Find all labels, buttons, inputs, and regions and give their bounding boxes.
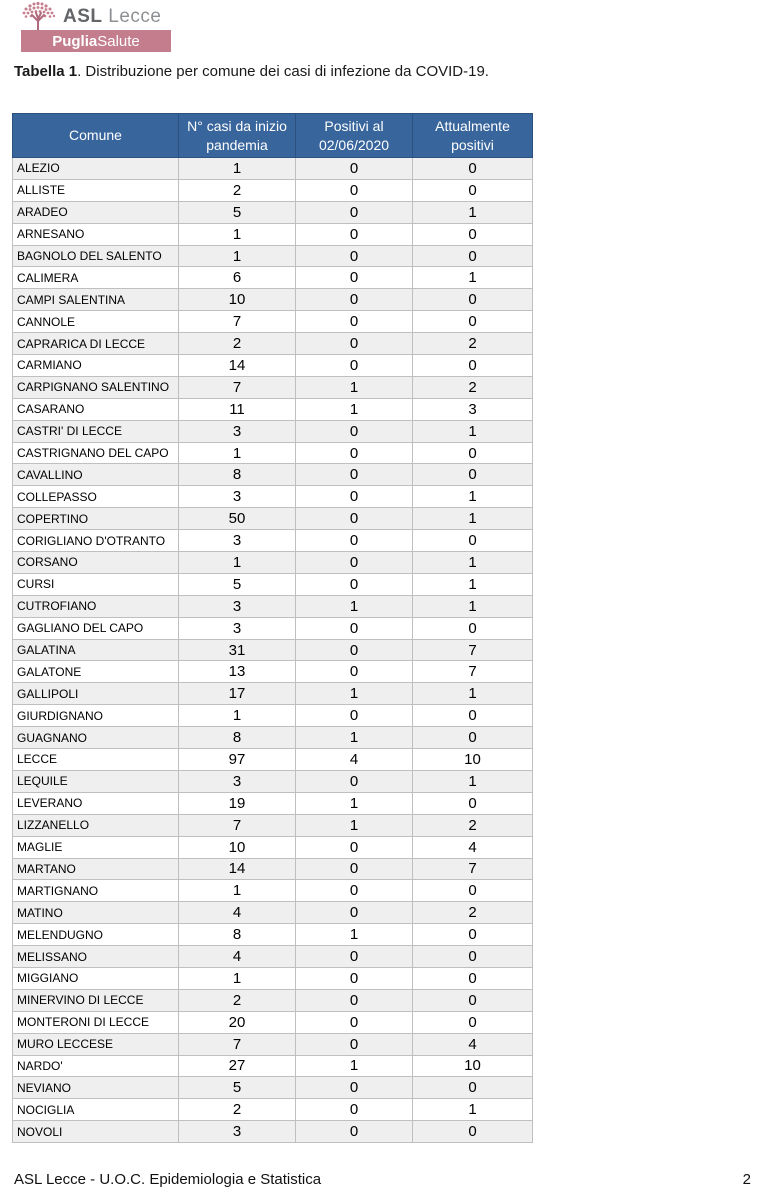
- comune-cell: CUTROFIANO: [13, 595, 179, 617]
- value-cell: 0: [296, 661, 413, 683]
- table-row: [13, 158, 533, 180]
- value-cell: 1: [413, 267, 533, 289]
- value-cell: 0: [296, 311, 413, 333]
- value-cell: 1: [413, 683, 533, 705]
- comune-cell: GAGLIANO DEL CAPO: [13, 617, 179, 639]
- header-attualmente-positivi: [413, 114, 533, 158]
- table-row: [13, 814, 533, 836]
- value-cell: 10: [179, 836, 296, 858]
- value-cell: 5: [179, 201, 296, 223]
- value-cell: 7: [179, 311, 296, 333]
- header-comune: [13, 114, 179, 158]
- table-row: [13, 223, 533, 245]
- comune-cell: MURO LECCESE: [13, 1033, 179, 1055]
- comune-cell: MIGGIANO: [13, 967, 179, 989]
- value-cell: 0: [296, 1033, 413, 1055]
- value-cell: 0: [413, 442, 533, 464]
- value-cell: 0: [296, 880, 413, 902]
- table-row: [13, 749, 533, 771]
- value-cell: 1: [413, 201, 533, 223]
- value-cell: 1: [179, 158, 296, 180]
- value-cell: 0: [296, 902, 413, 924]
- comune-cell: CARPIGNANO SALENTINO: [13, 376, 179, 398]
- value-cell: 7: [413, 661, 533, 683]
- value-cell: 0: [296, 946, 413, 968]
- value-cell: 0: [413, 989, 533, 1011]
- value-cell: 0: [296, 158, 413, 180]
- value-cell: 0: [296, 420, 413, 442]
- table-row: [13, 1011, 533, 1033]
- value-cell: 0: [296, 967, 413, 989]
- value-cell: 0: [296, 442, 413, 464]
- value-cell: 1: [296, 595, 413, 617]
- comune-cell: NARDO': [13, 1055, 179, 1077]
- table-row: [13, 289, 533, 311]
- comune-cell: CAMPI SALENTINA: [13, 289, 179, 311]
- value-cell: 0: [413, 179, 533, 201]
- value-cell: 0: [296, 245, 413, 267]
- value-cell: 4: [179, 902, 296, 924]
- value-cell: 0: [413, 158, 533, 180]
- value-cell: 4: [296, 749, 413, 771]
- page-number: 2: [742, 1171, 751, 1188]
- table-row: [13, 1121, 533, 1143]
- value-cell: 97: [179, 749, 296, 771]
- table-body: [13, 158, 533, 1143]
- comune-cell: MARTANO: [13, 858, 179, 880]
- table-row: [13, 639, 533, 661]
- value-cell: 0: [413, 924, 533, 946]
- value-cell: 8: [179, 464, 296, 486]
- value-cell: 2: [179, 989, 296, 1011]
- value-cell: 3: [413, 398, 533, 420]
- value-cell: 11: [179, 398, 296, 420]
- value-cell: 0: [296, 858, 413, 880]
- value-cell: 0: [413, 705, 533, 727]
- table-row: [13, 1055, 533, 1077]
- table-row: [13, 530, 533, 552]
- value-cell: 0: [296, 573, 413, 595]
- value-cell: 2: [179, 179, 296, 201]
- table-row: [13, 311, 533, 333]
- comune-cell: NEVIANO: [13, 1077, 179, 1099]
- table-row: [13, 1077, 533, 1099]
- value-cell: 1: [413, 420, 533, 442]
- comune-cell: BAGNOLO DEL SALENTO: [13, 245, 179, 267]
- value-cell: 0: [413, 245, 533, 267]
- value-cell: 1: [179, 705, 296, 727]
- value-cell: 0: [413, 967, 533, 989]
- value-cell: 2: [179, 1099, 296, 1121]
- table-row: [13, 355, 533, 377]
- table-row: [13, 201, 533, 223]
- value-cell: 0: [296, 179, 413, 201]
- value-cell: 0: [413, 792, 533, 814]
- table-row: [13, 333, 533, 355]
- value-cell: 0: [296, 1077, 413, 1099]
- value-cell: 1: [179, 223, 296, 245]
- comune-cell: MARTIGNANO: [13, 880, 179, 902]
- table-row: [13, 508, 533, 530]
- value-cell: 1: [413, 1099, 533, 1121]
- value-cell: 8: [179, 924, 296, 946]
- covid-cases-table: [12, 113, 533, 1143]
- table-row: [13, 727, 533, 749]
- value-cell: 7: [179, 376, 296, 398]
- table-caption: [14, 63, 489, 80]
- value-cell: 20: [179, 1011, 296, 1033]
- comune-cell: COPERTINO: [13, 508, 179, 530]
- value-cell: 0: [296, 530, 413, 552]
- comune-cell: NOCIGLIA: [13, 1099, 179, 1121]
- comune-cell: ARADEO: [13, 201, 179, 223]
- value-cell: 19: [179, 792, 296, 814]
- comune-cell: GUAGNANO: [13, 727, 179, 749]
- value-cell: 50: [179, 508, 296, 530]
- table-header-row: [13, 114, 533, 158]
- value-cell: 0: [413, 946, 533, 968]
- table-row: [13, 573, 533, 595]
- value-cell: 3: [179, 1121, 296, 1143]
- value-cell: 0: [296, 1121, 413, 1143]
- table-row: [13, 420, 533, 442]
- value-cell: 3: [179, 595, 296, 617]
- value-cell: 1: [413, 573, 533, 595]
- header-line: Attualmente: [435, 117, 510, 134]
- comune-cell: ARNESANO: [13, 223, 179, 245]
- value-cell: 0: [413, 223, 533, 245]
- asl-text: ASL: [63, 6, 103, 27]
- table-row: [13, 617, 533, 639]
- value-cell: 3: [179, 617, 296, 639]
- table-row: [13, 376, 533, 398]
- table-row: [13, 924, 533, 946]
- value-cell: 14: [179, 355, 296, 377]
- comune-cell: NOVOLI: [13, 1121, 179, 1143]
- value-cell: 17: [179, 683, 296, 705]
- value-cell: 0: [296, 486, 413, 508]
- value-cell: 3: [179, 530, 296, 552]
- table-row: [13, 267, 533, 289]
- value-cell: 2: [179, 333, 296, 355]
- comune-cell: MINERVINO DI LECCE: [13, 989, 179, 1011]
- value-cell: 2: [413, 333, 533, 355]
- value-cell: 1: [413, 486, 533, 508]
- comune-cell: CARMIANO: [13, 355, 179, 377]
- table-row: [13, 1099, 533, 1121]
- comune-cell: CORSANO: [13, 552, 179, 574]
- comune-cell: GALATONE: [13, 661, 179, 683]
- table-row: [13, 836, 533, 858]
- comune-cell: COLLEPASSO: [13, 486, 179, 508]
- comune-cell: MONTERONI DI LECCE: [13, 1011, 179, 1033]
- value-cell: 1: [296, 398, 413, 420]
- value-cell: 8: [179, 727, 296, 749]
- value-cell: 1: [179, 442, 296, 464]
- salute-text: Salute: [97, 32, 140, 50]
- header-line: positivi: [451, 136, 494, 153]
- table-row: [13, 902, 533, 924]
- value-cell: 0: [413, 311, 533, 333]
- table-row: [13, 683, 533, 705]
- value-cell: 2: [413, 814, 533, 836]
- value-cell: 0: [413, 617, 533, 639]
- value-cell: 1: [179, 880, 296, 902]
- table-row: [13, 858, 533, 880]
- value-cell: 27: [179, 1055, 296, 1077]
- table-row: [13, 661, 533, 683]
- comune-cell: ALEZIO: [13, 158, 179, 180]
- value-cell: 0: [413, 464, 533, 486]
- value-cell: 1: [179, 552, 296, 574]
- value-cell: 1: [413, 595, 533, 617]
- header-line: pandemia: [206, 136, 268, 153]
- value-cell: 3: [179, 486, 296, 508]
- value-cell: 4: [179, 946, 296, 968]
- value-cell: 0: [296, 1011, 413, 1033]
- table-row: [13, 552, 533, 574]
- comune-cell: MELISSANO: [13, 946, 179, 968]
- table-row: [13, 398, 533, 420]
- page-footer: [14, 1171, 751, 1188]
- value-cell: 0: [413, 530, 533, 552]
- value-cell: 0: [296, 508, 413, 530]
- comune-cell: LECCE: [13, 749, 179, 771]
- value-cell: 0: [296, 201, 413, 223]
- comune-cell: LEQUILE: [13, 770, 179, 792]
- value-cell: 1: [413, 770, 533, 792]
- value-cell: 4: [413, 1033, 533, 1055]
- comune-cell: MATINO: [13, 902, 179, 924]
- table-caption-label: Tabella 1: [14, 63, 78, 80]
- value-cell: 5: [179, 573, 296, 595]
- table-row: [13, 245, 533, 267]
- comune-cell: LEVERANO: [13, 792, 179, 814]
- comune-cell: GALLIPOLI: [13, 683, 179, 705]
- value-cell: 0: [296, 836, 413, 858]
- table-row: [13, 967, 533, 989]
- asl-lecce-wordmark: [63, 6, 161, 28]
- puglia-text: Puglia: [52, 32, 98, 50]
- value-cell: 0: [413, 1121, 533, 1143]
- value-cell: 5: [179, 1077, 296, 1099]
- value-cell: 0: [413, 727, 533, 749]
- table-row: [13, 792, 533, 814]
- table-row: [13, 464, 533, 486]
- value-cell: 7: [179, 1033, 296, 1055]
- comune-cell: CANNOLE: [13, 311, 179, 333]
- comune-cell: CAVALLINO: [13, 464, 179, 486]
- value-cell: 7: [413, 858, 533, 880]
- comune-cell: CALIMERA: [13, 267, 179, 289]
- value-cell: 0: [296, 617, 413, 639]
- value-cell: 0: [413, 355, 533, 377]
- value-cell: 3: [179, 770, 296, 792]
- value-cell: 0: [296, 770, 413, 792]
- value-cell: 1: [296, 727, 413, 749]
- value-cell: 0: [296, 333, 413, 355]
- value-cell: 10: [179, 289, 296, 311]
- value-cell: 3: [179, 420, 296, 442]
- value-cell: 0: [413, 880, 533, 902]
- value-cell: 0: [413, 289, 533, 311]
- table-row: [13, 946, 533, 968]
- value-cell: 0: [296, 1099, 413, 1121]
- value-cell: 0: [296, 289, 413, 311]
- value-cell: 1: [296, 376, 413, 398]
- value-cell: 1: [179, 245, 296, 267]
- value-cell: 0: [296, 223, 413, 245]
- header-line: Positivi al: [324, 117, 384, 134]
- comune-cell: CAPRARICA DI LECCE: [13, 333, 179, 355]
- table-row: [13, 880, 533, 902]
- value-cell: 2: [413, 376, 533, 398]
- comune-cell: ALLISTE: [13, 179, 179, 201]
- header-line: 02/06/2020: [318, 136, 390, 153]
- table-row: [13, 179, 533, 201]
- comune-cell: GALATINA: [13, 639, 179, 661]
- comune-cell: CASTRIGNANO DEL CAPO: [13, 442, 179, 464]
- table-row: [13, 1033, 533, 1055]
- value-cell: 1: [296, 924, 413, 946]
- value-cell: 1: [179, 967, 296, 989]
- comune-cell: CASTRI' DI LECCE: [13, 420, 179, 442]
- value-cell: 0: [296, 355, 413, 377]
- header-positivi-al: [296, 114, 413, 158]
- table-row: [13, 770, 533, 792]
- comune-cell: CORIGLIANO D'OTRANTO: [13, 530, 179, 552]
- comune-cell: MAGLIE: [13, 836, 179, 858]
- comune-cell: MELENDUGNO: [13, 924, 179, 946]
- value-cell: 1: [296, 683, 413, 705]
- value-cell: 13: [179, 661, 296, 683]
- value-cell: 0: [296, 989, 413, 1011]
- value-cell: 31: [179, 639, 296, 661]
- value-cell: 0: [296, 464, 413, 486]
- table-row: [13, 705, 533, 727]
- table-row: [13, 989, 533, 1011]
- value-cell: 7: [413, 639, 533, 661]
- comune-cell: LIZZANELLO: [13, 814, 179, 836]
- lecce-text: Lecce: [108, 6, 162, 27]
- value-cell: 2: [413, 902, 533, 924]
- footer-department: ASL Lecce - U.O.C. Epidemiologia e Statistica: [14, 1171, 322, 1188]
- value-cell: 1: [296, 792, 413, 814]
- comune-cell: GIURDIGNANO: [13, 705, 179, 727]
- value-cell: 0: [413, 1077, 533, 1099]
- table-row: [13, 442, 533, 464]
- asl-lecce-logo: [0, 0, 260, 58]
- value-cell: 0: [413, 1011, 533, 1033]
- value-cell: 1: [296, 814, 413, 836]
- value-cell: 1: [413, 552, 533, 574]
- value-cell: 10: [413, 1055, 533, 1077]
- value-cell: 14: [179, 858, 296, 880]
- value-cell: 0: [296, 705, 413, 727]
- value-cell: 7: [179, 814, 296, 836]
- header-casi-totali: [179, 114, 296, 158]
- value-cell: 0: [296, 552, 413, 574]
- comune-cell: CURSI: [13, 573, 179, 595]
- value-cell: 0: [296, 639, 413, 661]
- table-row: [13, 595, 533, 617]
- value-cell: 4: [413, 836, 533, 858]
- value-cell: 1: [413, 508, 533, 530]
- value-cell: 1: [296, 1055, 413, 1077]
- table-row: [13, 486, 533, 508]
- value-cell: 6: [179, 267, 296, 289]
- header-line: Comune: [69, 127, 122, 143]
- puglia-salute-banner: [21, 30, 171, 52]
- value-cell: 10: [413, 749, 533, 771]
- table-caption-text: . Distribuzione per comune dei casi di infezione da COVID-19.: [77, 63, 489, 80]
- value-cell: 0: [296, 267, 413, 289]
- header-line: N° casi da inizio: [187, 117, 287, 134]
- comune-cell: CASARANO: [13, 398, 179, 420]
